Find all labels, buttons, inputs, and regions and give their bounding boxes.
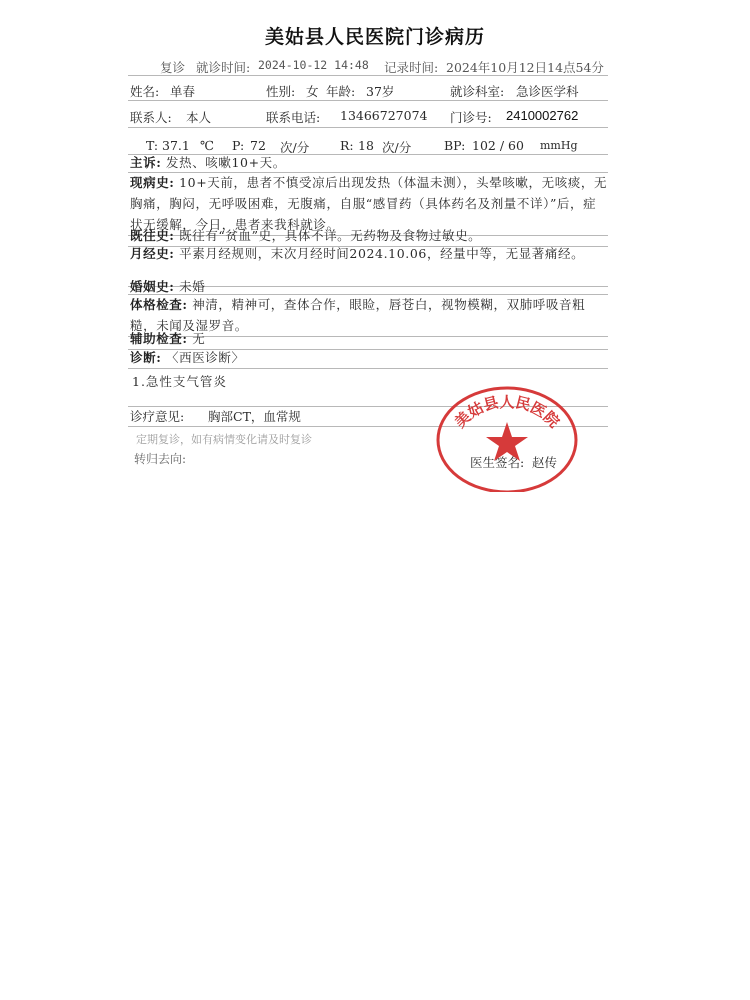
advice-label: 诊疗意见: (130, 409, 185, 424)
resp-value: 18 (358, 138, 374, 153)
diagnosis-section (130, 347, 608, 368)
record-time: 2024年10月12日14点54分 (446, 60, 604, 75)
dept-label: 就诊科室: (450, 84, 505, 99)
menses-text: 平素月经规则，末次月经时间2024.10.06，经量中等，无显著痛经。 (179, 246, 585, 261)
pulse-value: 72 (250, 138, 266, 153)
chief-text: 发热、咳嗽10+天。 (166, 155, 286, 170)
resp-unit: 次/分 (382, 140, 412, 155)
visit-time: 2024-10-12 14:48 (258, 58, 369, 72)
patient-sex: 女 (306, 84, 319, 99)
temp-label: T: (146, 138, 159, 153)
hospital-stamp (432, 382, 582, 492)
bp-label: BP: (444, 138, 466, 153)
name-label: 姓名: (130, 84, 160, 99)
patient-dept: 急诊医学科 (516, 84, 579, 99)
record-time-label: 记录时间: (384, 60, 439, 75)
bp-unit: mmHg (540, 139, 578, 152)
present-text: 10+天前，患者不慎受凉后出现发热（体温未测），头晕咳嗽，无咳痰，无胸痛，胸闷，无呼吸困难，无腹痛，自服“感冒药（具体药名及剂量不详）”后，症状无缓解，今日，患者来我科就诊。 (130, 175, 608, 232)
patient-age: 37岁 (366, 84, 395, 99)
menses-label: 月经史: (130, 246, 175, 261)
chief-label: 主诉: (130, 155, 162, 170)
temp-value: 37.1 (162, 138, 190, 153)
diag-type: 〈西医诊断〉 (166, 350, 245, 365)
temp-unit: ℃ (200, 138, 214, 153)
transfer-label: 转归去向: (134, 452, 187, 466)
star-icon (486, 422, 528, 461)
marital-label: 婚姻史: (130, 279, 175, 294)
exam-text: 神清，精神可，查体合作，眼睑，唇苍白，视物模糊，双肺呼吸音粗糙，未闻及湿罗音。 (130, 297, 586, 333)
contact-label: 联系人: (130, 110, 172, 125)
marital-text: 未婚 (179, 279, 206, 294)
aux-section (130, 328, 608, 349)
bp-value: 102 / 60 (472, 138, 524, 153)
diag-item: 1.急性支气管炎 (132, 374, 227, 389)
page-title: 美姑县人民医院门诊病历 (264, 26, 485, 48)
chief-complaint-section (130, 152, 608, 173)
followup-note: 定期复诊，如有病情变化请及时复诊 (136, 433, 312, 446)
age-label: 年龄: (326, 84, 356, 99)
clinic-no: 2410002762 (506, 108, 579, 123)
patient-name: 单春 (170, 84, 196, 99)
advice-text: 胸部CT，血常规 (208, 409, 301, 424)
doctor-label: 医生签名: (470, 455, 525, 470)
diag-label: 诊断: (130, 350, 162, 365)
phone-label: 联系电话: (266, 110, 321, 125)
divider (128, 127, 608, 128)
present-label: 现病史: (130, 175, 175, 190)
sex-label: 性别: (266, 84, 296, 99)
doctor-signature: 赵传 (532, 455, 558, 470)
past-text: 既往有“贫血”史，具体不详。无药物及食物过敏史。 (179, 228, 482, 243)
phone-value: 13466727074 (340, 108, 428, 123)
pulse-label: P: (232, 138, 245, 153)
past-label: 既往史: (130, 228, 175, 243)
aux-label: 辅助检查: (130, 331, 188, 346)
divider (128, 100, 608, 101)
clinic-no-label: 门诊号: (450, 110, 492, 125)
resp-label: R: (340, 138, 354, 153)
visit-type: 复诊 (160, 60, 186, 75)
pulse-unit: 次/分 (280, 140, 310, 155)
divider (128, 75, 608, 76)
menses-section (130, 243, 608, 264)
divider (128, 368, 608, 369)
visit-time-label: 就诊时间: (196, 60, 251, 75)
contact-value: 本人 (186, 110, 212, 125)
aux-text: 无 (192, 331, 206, 346)
stamp-text: 美姑县人民医院 (451, 392, 563, 432)
exam-label: 体格检查: (130, 297, 188, 312)
